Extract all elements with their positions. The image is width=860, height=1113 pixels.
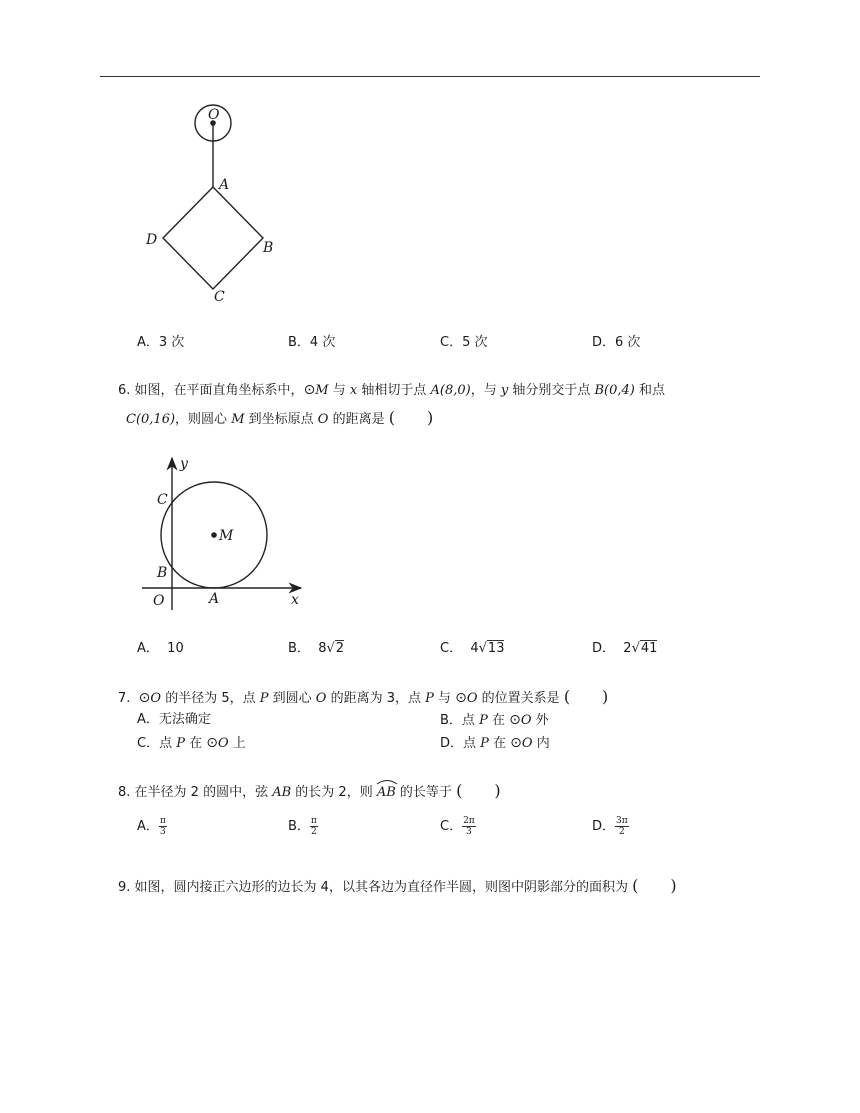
q5-option-a: A．3 次 [137,335,185,350]
q6-option-a: A． 10 [137,641,184,656]
label-M: M [219,528,234,544]
q6-option-d: D． 2√41 [592,641,658,656]
question-number: 6. [118,383,131,398]
answer-blank: ( ) [632,876,677,895]
label-O: O [208,107,220,123]
q7-option-d: D．点 P 在 ⊙O 内 [440,735,550,751]
label-y: y [180,456,188,472]
q7-option-a: A．无法确定 [137,712,211,727]
q6-option-c: C． 4√13 [440,641,505,656]
q8-option-d: D． $\frac{3\pi}{2}$ [592,816,628,837]
q5-option-c: C．5 次 [440,335,488,350]
question-6-line2: C(0,16)，则圆心 M 到坐标原点 O 的距离是 ( ) [126,408,434,427]
q8-option-a: A． $\frac{\pi}{3}$ [137,816,166,837]
q8-option-c: C． $\frac{2\pi}{3}$ [440,816,475,837]
header-rule [100,76,760,77]
q6-option-b: B． 8√2 [288,641,345,656]
answer-blank: ( ) [388,408,434,427]
q7-option-b: B．点 P 在 ⊙O 外 [440,712,549,728]
figure-square-with-circle [130,96,290,308]
question-number: 8. [118,785,131,800]
label-A: A [219,177,230,193]
q5-option-d: D．6 次 [592,335,641,350]
arc-ab: AB [377,780,396,805]
question-7: 7. ⊙O 的半径为 5，点 P 到圆心 O 的距离为 3，点 P 与 ⊙O 的位置关系是 ( ) [118,687,609,706]
label-B: B [157,565,168,581]
label-A: A [209,591,220,607]
q8-option-b: B． $\frac{\pi}{2}$ [288,816,317,837]
q5-option-b: B．4 次 [288,335,336,350]
label-x: x [291,592,299,608]
label-C: C [214,289,225,305]
label-D: D [146,232,158,248]
question-number: 7. [118,691,131,706]
answer-blank: ( ) [456,781,501,800]
label-O: O [153,593,165,609]
question-number: 9. [118,880,131,895]
question-6: 6. 如图，在平面直角坐标系中，⊙M 与 x 轴相切于点 A(8,0)，与 y 轴分别交于点 B(0,4) 和点 [118,382,665,398]
square-abcd [163,187,263,289]
q7-option-c: C．点 P 在 ⊙O 上 [137,735,246,751]
label-C: C [157,492,168,508]
label-B: B [263,240,274,256]
question-8: 8. 在半径为 2 的圆中，弦 AB 的长为 2，则 AB 的长等于 ( ) [118,778,501,805]
figure-coordinate-circle [135,450,310,615]
center-m-dot [211,532,217,538]
answer-blank: ( ) [563,687,609,706]
question-9: 9. 如图，圆内接正六边形的边长为 4，以其各边为直径作半圆，则图中阴影部分的面积为 ( ) [118,876,677,895]
